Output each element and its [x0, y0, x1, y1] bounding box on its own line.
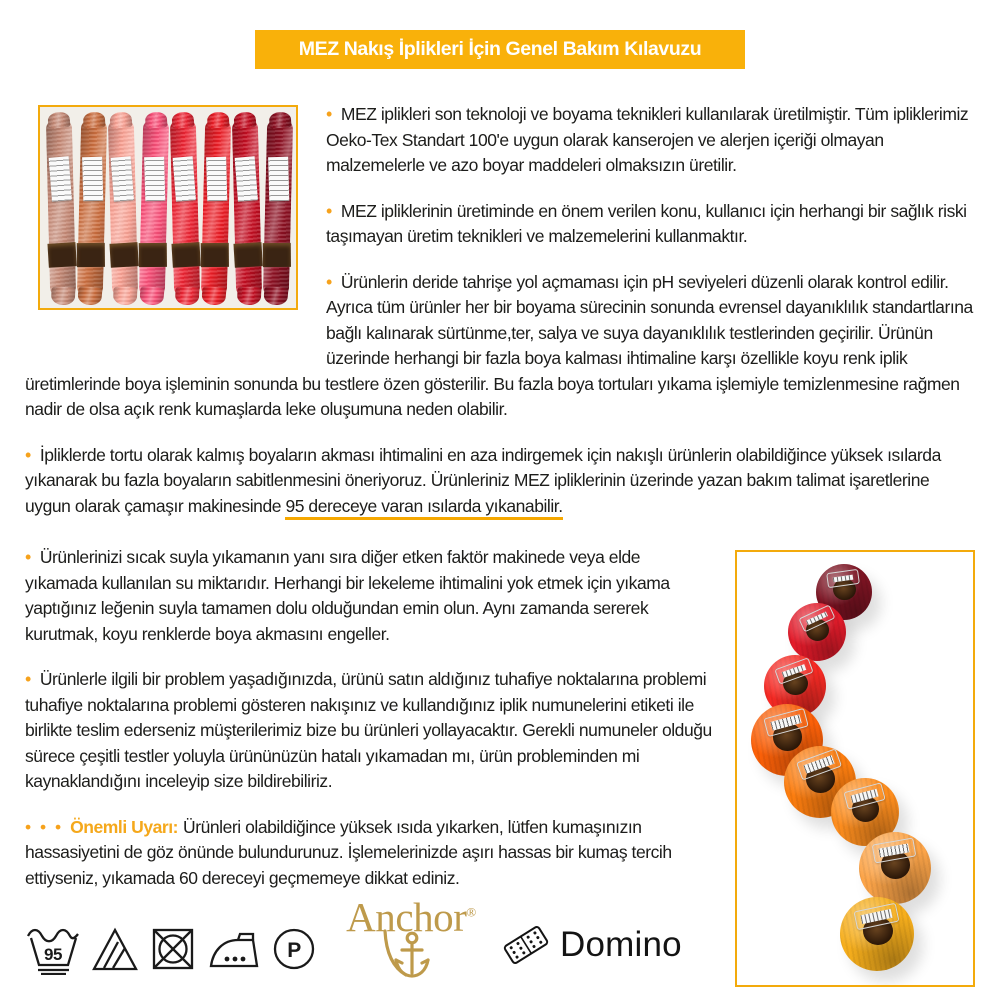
skein-label: [268, 157, 289, 202]
thread-skein: [170, 119, 200, 298]
thread-skein: [46, 119, 76, 298]
skein-band: [139, 243, 167, 267]
bullet-dot-icon: •: [25, 669, 31, 689]
warning-label: Önemli Uyarı:: [70, 816, 179, 837]
footer-row: [25, 894, 715, 991]
domino-wordmark: Domino: [560, 925, 682, 965]
skein-band: [233, 242, 262, 268]
thread-skein: [232, 119, 262, 298]
thread-skein: [77, 119, 107, 298]
thread-ball: [859, 832, 931, 904]
bullet-dot-icon: •: [25, 444, 31, 465]
bullet-item-4: [25, 443, 975, 520]
svg-text:95: 95: [43, 945, 63, 964]
skein-band: [263, 243, 291, 267]
skein-label: [235, 156, 258, 201]
thread-skein: [201, 119, 231, 298]
registered-mark: ®: [466, 904, 476, 920]
domino-tile-icon: [501, 925, 551, 965]
thread-ball: [788, 603, 846, 661]
page-title: MEZ Nakış İplikleri İçin Genel Bakım Kılavuzu: [255, 30, 745, 69]
bleach-allowed-icon: [91, 926, 139, 972]
bullet-text-1: MEZ iplikleri son teknoloji ve boyama teknikleri kullanılarak üretilmiştir. Tüm ipliklerimiz Oeko-Tex Standart 100'e uygun olarak kanserojen ve alerjen içeriği olmayan malzemelerle ve azo boyar maddeleri olmaksızın üretilir.: [326, 104, 969, 175]
care-symbols: [25, 923, 317, 975]
bullet-dot-icon: •: [326, 271, 332, 292]
skein-band: [77, 243, 105, 267]
ball-label: [872, 838, 916, 864]
do-not-tumble-dry-icon: [149, 926, 197, 972]
bullet-text-3: Ürünlerin deride tahrişe yol açmaması için pH seviyeleri düzenli olarak kontrol edilir. Ayrıca tüm ürünler her bir boyama sürecinin sonunda evrensel dayanıklılık standartlarına bağlı kalınarak sürtünme,ter, salya ve suya dayanıklılık testlerinden geçirilir. Ürünün üzerinde herhangi bir fazla boya kalması ihtimaline karşı özellikle koyu renk iplik üretimlerinde boya işleminin sonunda bu testlere özen gösterilir. Bu fazla boya tortuları yıkama işlemiyle temizlenmesine rağmen nadir de olsa açık renk kumaşlarda leke oluşumuna neden olabilir.: [25, 271, 973, 419]
thread-ball: [840, 897, 914, 971]
iron-high-icon: [207, 927, 261, 971]
body-text: [25, 102, 975, 1000]
skein-band: [109, 242, 138, 268]
bullet-text-4: İpliklerde tortu olarak kalmış boyaların akması ihtimalini en aza indirgemek için nakışlı ürünlerin olabildiğince yüksek ısılarda yıkanarak bu fazla boyaların sabitlenmesini öneriyoruz. Ürünleriniz MEZ ipliklerinin üzerinde yazan bakım talimat işaretlerine uygun olarak çamaşır makinesinde: [25, 444, 941, 516]
domino-logo: [501, 925, 682, 965]
thread-skein: [108, 119, 138, 298]
bullet-dot-icon: •: [326, 200, 332, 221]
wash-95-icon: [25, 923, 81, 975]
svg-text:P: P: [287, 939, 301, 962]
skein-band: [171, 242, 200, 268]
thread-skeins-photo: [38, 105, 298, 310]
skein-label: [173, 156, 196, 201]
anchor-wordmark: Anchor®: [346, 894, 476, 940]
bullet-text-5: Ürünlerinizi sıcak suyla yıkamanın yanı sıra diğer etken faktör makinede veya elde yıkamada kullanılan su miktarıdır. Herhangi bir lekeleme ihtimalini yok etmek için yıkama yaptığınız leğenin suyla tamamen dolu olduğundan emin olun. Aynı zamanda sererek kurutmak, koyu renklerde boya akmasını engeller.: [25, 547, 670, 644]
skein-label: [206, 157, 227, 202]
warning-text: Ürünleri olabildiğince yüksek ısıda yıkarken, lütfen kumaşınızın hassasiyetini de göz önünde bulundurunuz. İşlemelerinizde aşırı hassas bir kumaş tercih ettiyseniz, yıkamada 60 dereceyi geçmemeye dikkat ediniz.: [25, 816, 672, 888]
anchor-logo: [341, 894, 481, 991]
thread-skein: [263, 119, 293, 298]
thread-skein: [139, 119, 169, 298]
dry-clean-p-icon: [271, 926, 317, 972]
skein-label: [144, 157, 165, 202]
bullet-dot-icon: •: [25, 547, 31, 567]
anchor-icon: [382, 929, 440, 983]
skein-band: [47, 242, 76, 268]
skein-label: [49, 156, 72, 201]
thread-balls-photo: [735, 550, 975, 987]
bullet-text-6: Ürünlerle ilgili bir problem yaşadığınızda, ürünü satın aldığınız tuhafiye noktalarına problemi tuhafiye noktalarına problemi gösteren nakışınız ve kullandığınız iplik numunelerini etiketi ile birlikte teslim ederseniz müşterilerimiz bize bu ürünleri yollayacaktır. Gerekli numuneler olduğu sürece çeşitli testler yoluyla ürününüzün hatalı yıkamadan mı, ürün probleminden mi kaynaklandığını inceleyip size bildirebiliriz.: [25, 669, 712, 791]
skein-label: [82, 157, 103, 202]
bullet-text-2: MEZ ipliklerinin üretiminde en önem verilen konu, kullanıcı için herhangi bir sağlık riski taşımayan üretim teknikleri ve malzemelerini kullanmaktır.: [326, 200, 967, 246]
warning-dots-icon: • • •: [25, 816, 64, 837]
underlined-phrase: 95 dereceye varan ısılarda yıkanabilir.: [285, 496, 562, 520]
bullet-dot-icon: •: [326, 104, 332, 124]
skein-band: [201, 243, 229, 267]
skein-label: [111, 156, 134, 201]
